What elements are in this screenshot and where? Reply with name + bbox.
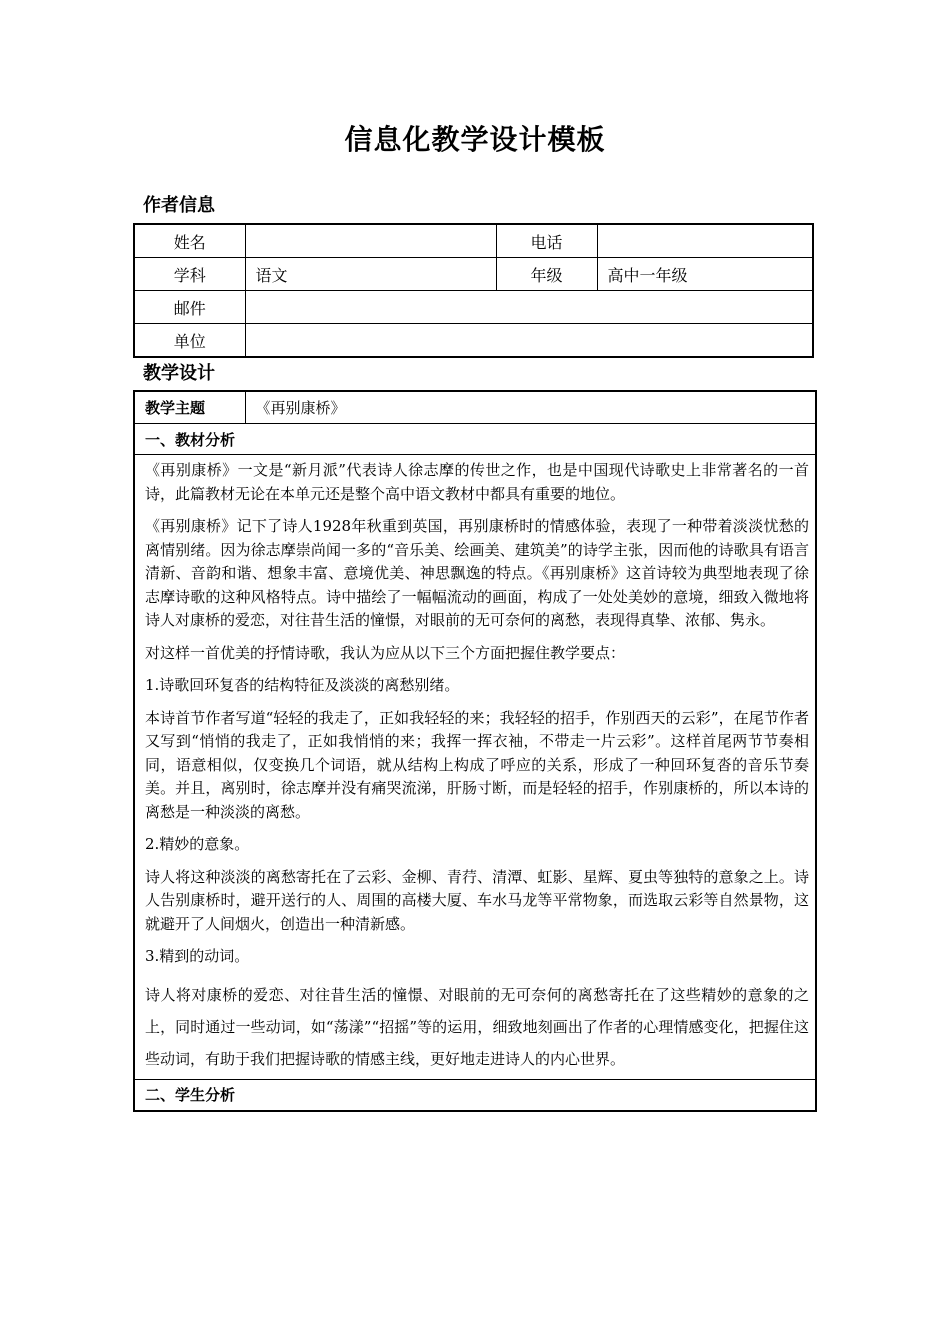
name-value[interactable]	[245, 224, 496, 258]
grade-value[interactable]: 高中一年级	[597, 258, 813, 291]
textbook-analysis-row	[134, 424, 816, 455]
paragraph: 诗人将对康桥的爱恋、对往昔生活的憧憬、对眼前的无可奈何的离愁寄托在了这些精妙的意象的之上，同时通过一些动词，如“荡漾”“招摇”等的运用，细致地刻画出了作者的心理情感变化，把握住这些动词，有助于我们把握诗歌的情感主线，更好地走进诗人的内心世界。	[145, 985, 809, 1068]
subject-value[interactable]: 语文	[245, 258, 496, 291]
author-row-subject	[134, 258, 813, 291]
email-value[interactable]	[245, 291, 813, 324]
teaching-design-heading: 教学设计	[143, 363, 215, 384]
author-row-name	[134, 224, 813, 258]
document-title: 信息化教学设计模板	[344, 123, 606, 156]
textbook-analysis-content[interactable]	[134, 455, 816, 1080]
paragraph: 本诗首节作者写道“轻轻的我走了，正如我轻轻的来；我轻轻的招手，作别西天的云彩”，在尾节作者又写到“悄悄的我走了，正如我悄悄的来；我挥一挥衣袖，不带走一片云彩”。这样首尾两节节奏相同，语意相似，仅变换几个词语，就从结构上构成了呼应的关系，形成了一种回环复沓的音乐节奏美。并且，离别时，徐志摩并没有痛哭流涕，肝肠寸断，而是轻轻的招手，作别康桥的，所以本诗的离愁是一种淡淡的离愁。	[145, 708, 809, 821]
subject-label: 学科	[134, 258, 245, 291]
student-analysis-title: 二、学生分析	[134, 1079, 816, 1111]
phone-value[interactable]	[597, 224, 813, 258]
paragraph: 对这样一首优美的抒情诗歌，我认为应从以下三个方面把握住教学要点：	[145, 643, 626, 662]
unit-value[interactable]	[245, 324, 813, 358]
point-heading: 2.精妙的意象。	[145, 835, 250, 853]
topic-label: 教学主题	[134, 391, 245, 424]
author-info-heading: 作者信息	[143, 195, 215, 216]
topic-row	[134, 391, 816, 424]
paragraph: 诗人将这种淡淡的离愁寄托在了云彩、金柳、青荇、清潭、虹影、星辉、夏虫等独特的意象之上。诗人告别康桥时，避开送行的人、周围的高楼大厦、车水马龙等平常物象，而选取云彩等自然景物，这就避开了人间烟火，创造出一种清新感。	[145, 867, 809, 933]
email-label: 邮件	[134, 291, 245, 324]
teaching-design-table	[133, 390, 817, 1112]
author-info-table	[133, 223, 814, 358]
phone-label: 电话	[496, 224, 597, 258]
student-analysis-row	[134, 1079, 816, 1111]
author-row-unit	[134, 324, 813, 358]
point-heading: 1.诗歌回环复沓的结构特征及淡淡的离愁别绪。	[145, 676, 460, 694]
paragraph: 《再别康桥》记下了诗人1928年秋重到英国，再别康桥时的情感体验，表现了一种带着淡淡忧愁的离情别绪。因为徐志摩崇尚闻一多的“音乐美、绘画美、建筑美”的诗学主张，因而他的诗歌具有语言清新、音韵和谐、想象丰富、意境优美、神思飘逸的特点。《再别康桥》这首诗较为典型地表现了徐志摩诗歌的这种风格特点。诗中描绘了一幅幅流动的画面，构成了一处处美妙的意境，细致入微地将诗人对康桥的爱恋，对往昔生活的憧憬，对眼前的无可奈何的离愁，表现得真挚、浓郁、隽永。	[145, 517, 809, 629]
paragraph: 《再别康桥》一文是“新月派”代表诗人徐志摩的传世之作，也是中国现代诗歌史上非常著名的一首诗，此篇教材无论在本单元还是整个高中语文教材中都具有重要的地位。	[145, 461, 809, 503]
name-label: 姓名	[134, 224, 245, 258]
textbook-analysis-title: 一、教材分析	[134, 424, 816, 455]
textbook-analysis-content-row	[134, 455, 816, 1080]
author-row-email	[134, 291, 813, 324]
grade-label: 年级	[496, 258, 597, 291]
point-heading: 3.精到的动词。	[145, 947, 250, 965]
unit-label: 单位	[134, 324, 245, 358]
topic-value[interactable]: 《再别康桥》	[245, 391, 816, 424]
